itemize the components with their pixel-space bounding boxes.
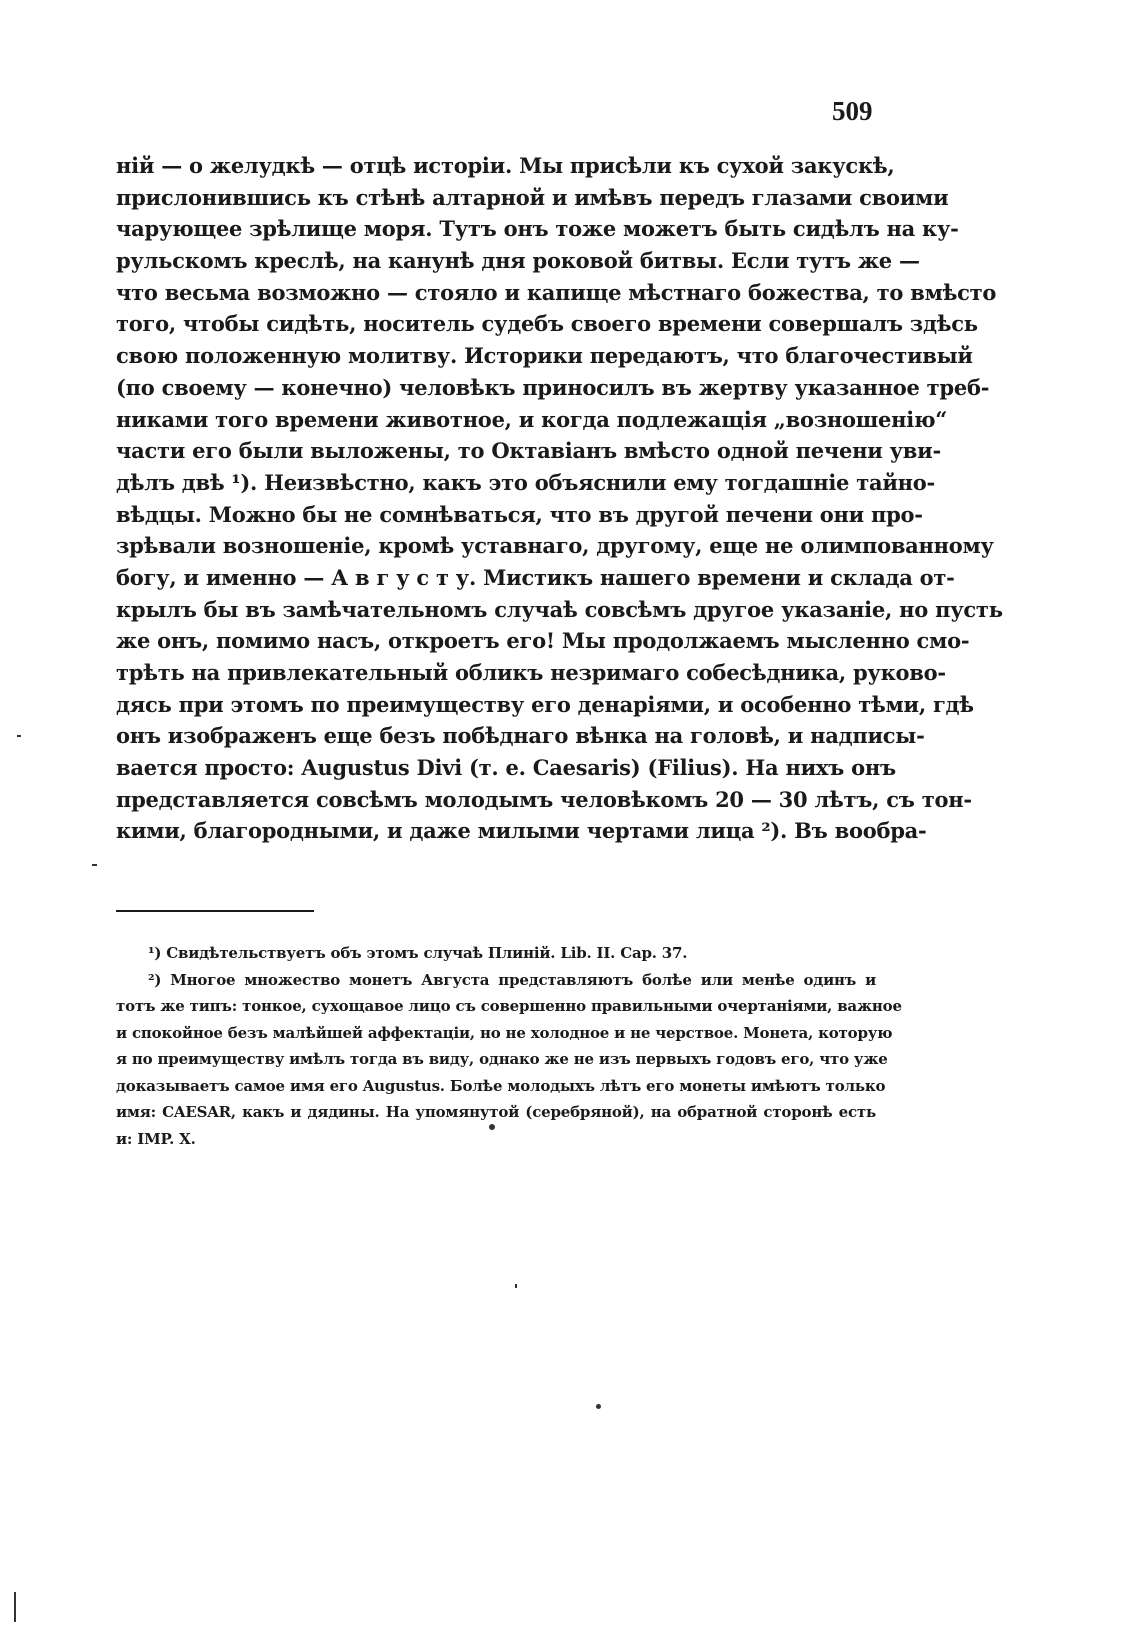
footnote-2-line: имя: CAESAR, какъ и дядины. На упомянутой (серебряной), на обратной сторонѣ есть: [116, 1103, 876, 1121]
body-line: никами того времени животное, и когда подлежащія „возношенію“: [116, 406, 948, 432]
footnote-2-line: и спокойное безъ малѣйшей аффектаціи, но не холодное и не черствое. Монета, которую: [116, 1023, 893, 1042]
scan-speck: [17, 735, 21, 737]
body-line: дясь при этомъ по преимуществу его денаріями, и особенно тѣми, гдѣ: [116, 691, 974, 717]
body-line: рульскомъ креслѣ, на канунѣ дня роковой битвы. Если тутъ же —: [116, 248, 920, 274]
body-line: (по своему — конечно) человѣкъ приносилъ въ жертву указанное треб-: [116, 374, 990, 400]
body-line: трѣть на привлекательный обликъ незримаго собесѣдника, руково-: [116, 660, 946, 685]
body-text: [116, 150, 1003, 847]
scan-speck: [489, 1124, 495, 1130]
body-line: зрѣвали возношеніе, кромѣ уставнаго, другому, еще не олимпованному: [116, 533, 994, 559]
footnote-2-line: доказываетъ самое имя его Augustus. Болѣе молодыхъ лѣтъ его монеты имѣютъ только: [116, 1076, 886, 1095]
body-line: вѣдцы. Можно бы не сомнѣваться, что въ другой печени они про-: [116, 501, 923, 527]
body-line: крылъ бы въ замѣчательномъ случаѣ совсѣмъ другое указаніе, но пусть: [116, 596, 1003, 622]
scan-speck: [596, 1404, 601, 1409]
body-line: что весьма возможно — стояло и капище мѣстнаго божества, то вмѣсто: [116, 279, 997, 305]
page-number: 509: [832, 96, 873, 126]
body-line: богу, и именно — А в г у с т у. Мистикъ нашего времени и склада от-: [116, 564, 955, 590]
body-line: онъ изображенъ еще безъ побѣднаго вѣнка на головѣ, и надписы-: [116, 723, 925, 749]
footnote-2-line: и: IMP. X.: [116, 1129, 196, 1148]
footnote-2-line: я по преимуществу имѣлъ тогда въ виду, однако же не изъ первыхъ годовъ его, что уже: [116, 1050, 888, 1068]
footnotes: [116, 940, 902, 1152]
scan-speck: [14, 1592, 16, 1622]
body-line: вается просто: Augustus Divi (т. е. Caesaris) (Filius). На нихъ онъ: [116, 755, 896, 781]
body-line: дѣлъ двѣ ¹). Неизвѣстно, какъ это объяснили ему тогдашніе тайно-: [116, 469, 936, 495]
footnote-2-line: тотъ же типъ: тонкое, сухощавое лицо съ совершенно правильными очертаніями, важное: [116, 997, 902, 1015]
footnote-rule: [116, 910, 314, 912]
body-line: того, чтобы сидѣть, носитель судебъ своего времени совершалъ здѣсь: [116, 311, 978, 337]
footnote-2-line: ²) Многое множество монетъ Августа представляютъ болѣе или менѣе одинъ и: [148, 970, 876, 989]
body-line: части его были выложены, то Октавіанъ вмѣсто одной печени уви-: [116, 438, 941, 464]
scan-speck: [92, 864, 97, 866]
body-line: ній — о желудкѣ — отцѣ исторіи. Мы присѣли къ сухой закускѣ,: [116, 153, 895, 178]
body-line: свою положенную молитву. Историки передаютъ, что благочестивый: [116, 343, 973, 369]
body-line: представляется совсѣмъ молодымъ человѣкомъ 20 — 30 лѣтъ, съ тон-: [116, 786, 972, 812]
body-line: прислонившись къ стѣнѣ алтарной и имѣвъ передъ глазами своими: [116, 184, 949, 210]
body-line: кими, благородными, и даже милыми чертами лица ²). Въ вообра-: [116, 818, 927, 844]
body-line: чарующее зрѣлище моря. Тутъ онъ тоже можетъ быть сидѣлъ на ку-: [116, 216, 959, 242]
body-line: же онъ, помимо насъ, откроетъ его! Мы продолжаемъ мысленно смо-: [116, 628, 970, 654]
scan-speck: [515, 1284, 517, 1288]
footnote-1: ¹) Свидѣтельствуетъ объ этомъ случаѣ Плиній. Lib. II. Cap. 37.: [148, 944, 688, 962]
